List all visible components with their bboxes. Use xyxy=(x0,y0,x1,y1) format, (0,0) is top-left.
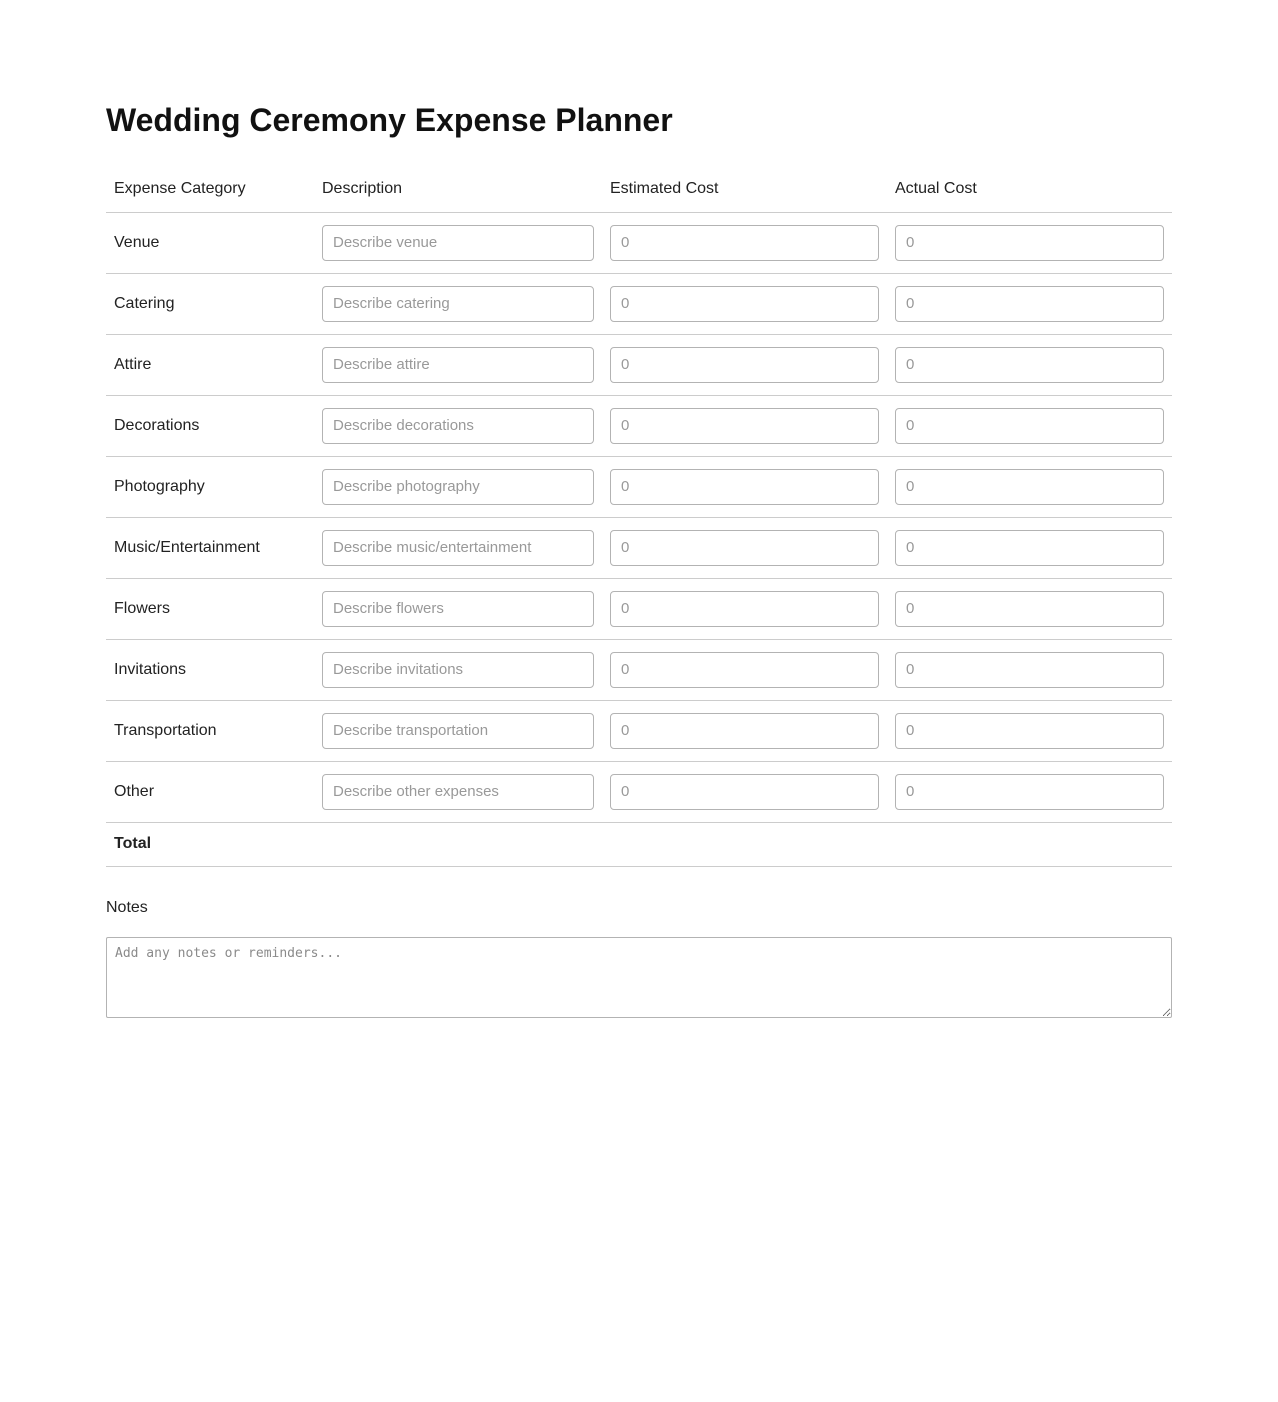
total-estimated-cell xyxy=(602,822,887,866)
expense-row-catering xyxy=(106,273,1172,334)
total-actual-cell xyxy=(887,822,1172,866)
expense-row-photography xyxy=(106,456,1172,517)
header-row xyxy=(106,180,1172,213)
description-input[interactable] xyxy=(322,225,594,261)
estimated-cost-input[interactable] xyxy=(610,774,879,810)
estimated-cost-input[interactable] xyxy=(610,530,879,566)
expense-row-attire xyxy=(106,334,1172,395)
description-input[interactable] xyxy=(322,713,594,749)
expense-row-invitations xyxy=(106,639,1172,700)
column-header-estimated-cost: Estimated Cost xyxy=(602,180,887,213)
actual-cost-input[interactable] xyxy=(895,774,1164,810)
total-label: Total xyxy=(106,822,314,866)
notes-label: Notes xyxy=(106,898,148,916)
actual-cost-input[interactable] xyxy=(895,469,1164,505)
expense-category-label: Venue xyxy=(106,212,314,273)
expense-category-label: Flowers xyxy=(106,578,314,639)
description-input[interactable] xyxy=(322,530,594,566)
expense-row-flowers xyxy=(106,578,1172,639)
actual-cost-input[interactable] xyxy=(895,408,1164,444)
expense-planner-page xyxy=(0,102,1278,1402)
actual-cost-input[interactable] xyxy=(895,591,1164,627)
total-description-cell xyxy=(314,822,602,866)
actual-cost-input[interactable] xyxy=(895,347,1164,383)
expense-row-venue xyxy=(106,212,1172,273)
content-container xyxy=(106,102,1172,1018)
estimated-cost-input[interactable] xyxy=(610,225,879,261)
expense-category-label: Transportation xyxy=(106,700,314,761)
description-input[interactable] xyxy=(322,469,594,505)
description-input[interactable] xyxy=(322,408,594,444)
estimated-cost-input[interactable] xyxy=(610,469,879,505)
estimated-cost-input[interactable] xyxy=(610,591,879,627)
expense-category-label: Catering xyxy=(106,273,314,334)
actual-cost-input[interactable] xyxy=(895,713,1164,749)
actual-cost-input[interactable] xyxy=(895,286,1164,322)
estimated-cost-input[interactable] xyxy=(610,347,879,383)
notes-textarea[interactable] xyxy=(106,937,1172,1018)
actual-cost-input[interactable] xyxy=(895,225,1164,261)
expense-category-label: Other xyxy=(106,761,314,822)
expense-category-label: Music/Entertainment xyxy=(106,517,314,578)
estimated-cost-input[interactable] xyxy=(610,408,879,444)
actual-cost-input[interactable] xyxy=(895,652,1164,688)
description-input[interactable] xyxy=(322,774,594,810)
actual-cost-input[interactable] xyxy=(895,530,1164,566)
description-input[interactable] xyxy=(322,591,594,627)
expense-category-label: Invitations xyxy=(106,639,314,700)
expense-category-label: Attire xyxy=(106,334,314,395)
expense-table xyxy=(106,180,1172,867)
estimated-cost-input[interactable] xyxy=(610,286,879,322)
column-header-actual-cost: Actual Cost xyxy=(887,180,1172,213)
expense-row-music-entertainment xyxy=(106,517,1172,578)
description-input[interactable] xyxy=(322,286,594,322)
column-header-description: Description xyxy=(314,180,602,213)
estimated-cost-input[interactable] xyxy=(610,652,879,688)
expense-row-transportation xyxy=(106,700,1172,761)
page-title: Wedding Ceremony Expense Planner xyxy=(106,102,673,138)
expense-row-decorations xyxy=(106,395,1172,456)
column-header-expense-category: Expense Category xyxy=(106,180,314,213)
description-input[interactable] xyxy=(322,347,594,383)
total-row xyxy=(106,822,1172,866)
expense-category-label: Photography xyxy=(106,456,314,517)
expense-row-other xyxy=(106,761,1172,822)
description-input[interactable] xyxy=(322,652,594,688)
expense-category-label: Decorations xyxy=(106,395,314,456)
estimated-cost-input[interactable] xyxy=(610,713,879,749)
